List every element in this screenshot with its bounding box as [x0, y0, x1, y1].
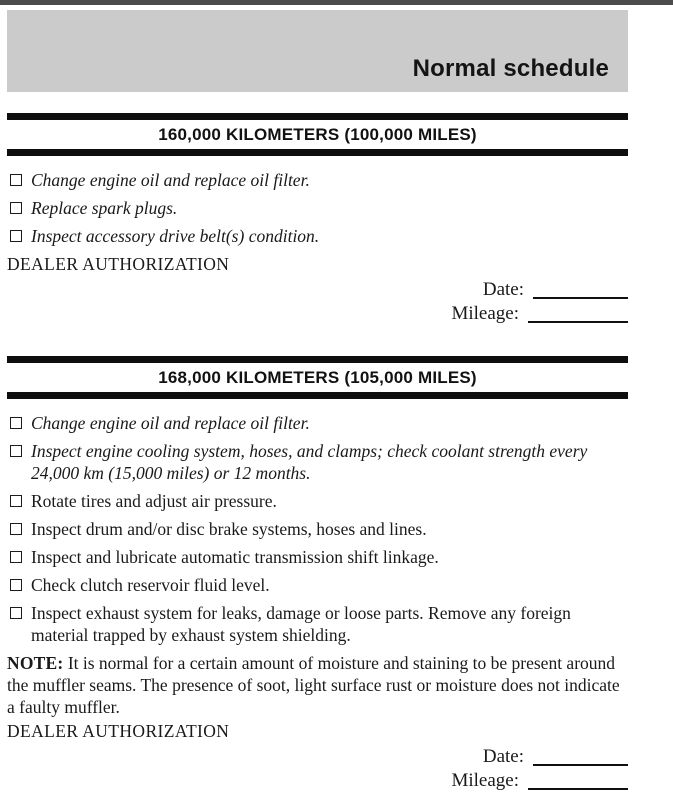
checkbox-icon [10, 202, 22, 214]
maintenance-item [7, 574, 628, 596]
note-text: It is normal for a certain amount of moisture and staining to be present around the muffler seams. The presence of soot, light surface rust or moisture does not indicate a faulty muffler. [7, 653, 620, 717]
normal-schedule-banner [7, 10, 628, 92]
item-text: Inspect drum and/or disc brake systems, hoses and lines. [31, 519, 427, 539]
date-fill-line [533, 297, 628, 299]
item-text: Inspect and lubricate automatic transmission shift linkage. [31, 547, 439, 567]
maintenance-item [7, 440, 628, 484]
checkbox-icon [10, 495, 22, 507]
maintenance-item [7, 197, 628, 219]
authorization-fields [7, 746, 628, 794]
item-text: Rotate tires and adjust air pressure. [31, 491, 277, 511]
checkbox-icon [10, 417, 22, 429]
checkbox-icon [10, 579, 22, 591]
maintenance-item [7, 412, 628, 434]
mileage-row [7, 303, 628, 327]
maintenance-item [7, 518, 628, 540]
date-row [7, 746, 628, 770]
maintenance-item [7, 546, 628, 568]
mileage-row [7, 770, 628, 794]
mileage-fill-line [528, 788, 628, 790]
checkbox-icon [10, 523, 22, 535]
maintenance-item [7, 225, 628, 247]
item-text: Inspect engine cooling system, hoses, and clamps; check coolant strength every 24,000 km (15,000 miles) or 12 months. [31, 441, 588, 483]
section-heading: 168,000 KILOMETERS (105,000 MILES) [158, 367, 477, 387]
note-label: NOTE: [7, 653, 64, 673]
checkbox-icon [10, 607, 22, 619]
maintenance-item [7, 169, 628, 191]
dealer-authorization-label: DEALER AUTHORIZATION [7, 721, 230, 741]
item-text: Check clutch reservoir fluid level. [31, 575, 270, 595]
page-content [7, 5, 628, 794]
section-160000-km [7, 113, 628, 327]
authorization-fields [7, 279, 628, 327]
maintenance-item-list [7, 169, 628, 247]
dealer-authorization-label: DEALER AUTHORIZATION [7, 254, 230, 274]
maintenance-item-list [7, 412, 628, 646]
date-label: Date: [482, 746, 524, 767]
item-text: Inspect exhaust system for leaks, damage or loose parts. Remove any foreign material trapped by exhaust system shielding. [31, 603, 571, 645]
item-text: Inspect accessory drive belt(s) condition. [31, 226, 320, 246]
note-paragraph [7, 652, 628, 718]
item-text: Replace spark plugs. [31, 198, 178, 218]
item-text: Change engine oil and replace oil filter. [31, 170, 310, 190]
section-heading: 160,000 KILOMETERS (100,000 MILES) [158, 124, 477, 144]
mileage-label: Mileage: [451, 303, 519, 324]
checkbox-icon [10, 174, 22, 186]
section-rule [7, 149, 628, 156]
section-rule [7, 113, 628, 120]
section-rule [7, 356, 628, 363]
date-row [7, 279, 628, 303]
section-168000-km [7, 356, 628, 794]
mileage-label: Mileage: [451, 770, 519, 791]
date-fill-line [533, 764, 628, 766]
maintenance-item [7, 602, 628, 646]
maintenance-item [7, 490, 628, 512]
checkbox-icon [10, 230, 22, 242]
item-text: Change engine oil and replace oil filter. [31, 413, 310, 433]
mileage-fill-line [528, 321, 628, 323]
date-label: Date: [482, 279, 524, 300]
section-rule [7, 392, 628, 399]
checkbox-icon [10, 445, 22, 457]
banner-title: Normal schedule [412, 55, 609, 82]
checkbox-icon [10, 551, 22, 563]
